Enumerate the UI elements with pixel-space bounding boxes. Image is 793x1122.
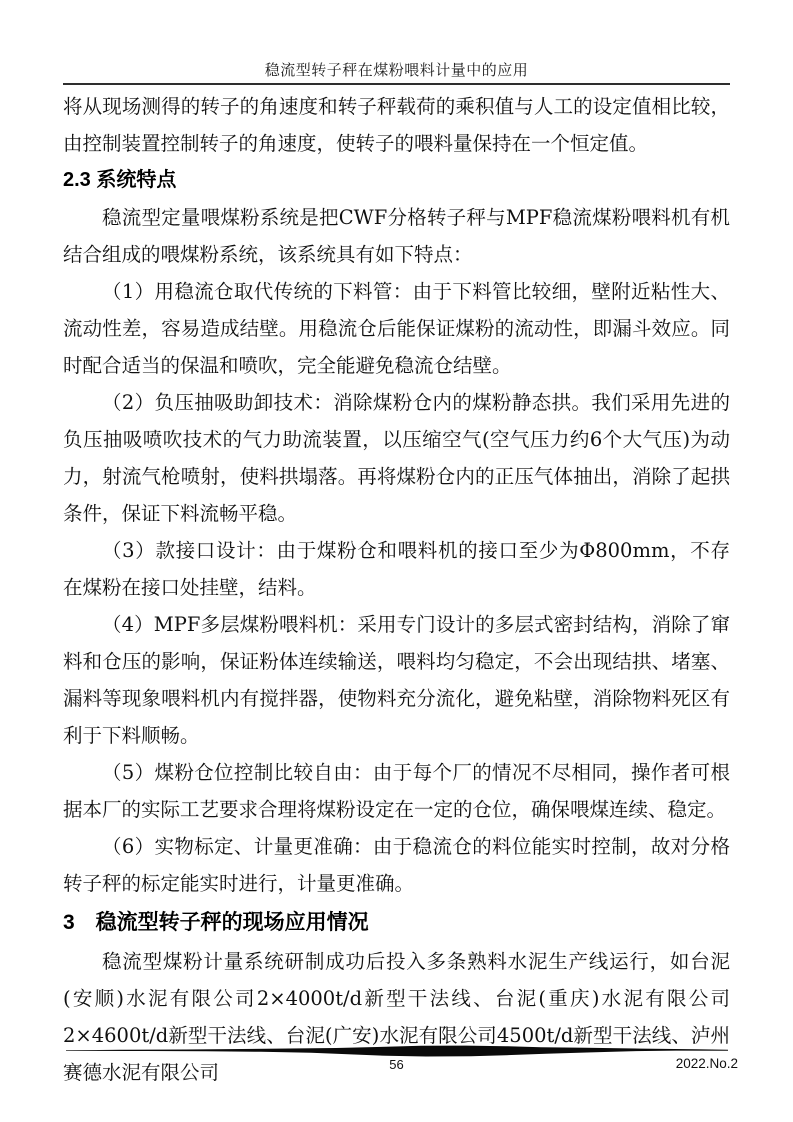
paragraph-intro: 稳流型定量喂煤粉系统是把CWF分格转子秤与MPF稳流煤粉喂料机有机结合组成的喂煤粉系统，该系统具有如下特点： [63,206,730,266]
main-text [63,88,730,1091]
paragraph-application: 稳流型煤粉计量系统研制成功后投入多条熟料水泥生产线运行，如台泥(安顺)水泥有限公司2×4000t/d新型干法线、台泥(重庆)水泥有限公司2×4600t/d新型干法线、台泥(广安)水泥有限公司4500t/d新型干法线、泸州赛德水泥有限公司 [63,950,730,1084]
page-header [63,60,730,85]
running-title: 稳流型转子秤在煤粉喂料计量中的应用 [264,61,529,79]
issue-label: 2022.No.2 [675,1056,738,1071]
section-heading-3: 3 稳流型转子秤的现场应用情况 [63,911,369,934]
header-rule [63,83,730,85]
feature-item-6: （6）实物标定、计量更准确：由于稳流仓的料位能实时控制，故对分格转子秤的标定能实时进行，计量更准确。 [63,835,730,895]
feature-item-1: （1）用稳流仓取代传统的下料管：由于下料管比较细，壁附近粘性大、流动性差，容易造成结壁。用稳流仓后能保证煤粉的流动性，即漏斗效应。同时配合适当的保温和喷吹，完全能避免稳流仓结壁。 [63,280,730,377]
feature-item-3: （3）款接口设计：由于煤粉仓和喂料机的接口至少为Φ800mm，不存在煤粉在接口处挂壁，结料。 [63,539,730,599]
page-number: 56 [389,1057,404,1072]
feature-item-4: （4）MPF多层煤粉喂料机：采用专门设计的多层式密封结构，消除了窜料和仓压的影响，保证粉体连续输送，喂料均匀稳定，不会出现结拱、堵塞、漏料等现象喂料机内有搅拌器，使物料充分流化，避免粘壁，消除物料死区有利于下料顺畅。 [63,613,730,747]
section-heading-2-3: 2.3 系统特点 [63,169,177,191]
feature-item-2: （2）负压抽吸助卸技术：消除煤粉仓内的煤粉静态拱。我们采用先进的负压抽吸喷吹技术的气力助流装置，以压缩空气(空气压力约6个大气压)为动力，射流气枪喷射，使料拱塌落。再将煤粉仓内的正压气体抽出，消除了起拱条件，保证下料流畅平稳。 [63,391,730,525]
paragraph-continuation: 将从现场测得的转子的角速度和转子秤载荷的乘积值与人工的设定值相比较，由控制装置控制转子的角速度，使转子的喂料量保持在一个恒定值。 [63,95,730,155]
feature-item-5: （5）煤粉仓位控制比较自由：由于每个厂的情况不尽相同，操作者可根据本厂的实际工艺要求合理将煤粉设定在一定的仓位，确保喂煤连续、稳定。 [63,761,730,821]
